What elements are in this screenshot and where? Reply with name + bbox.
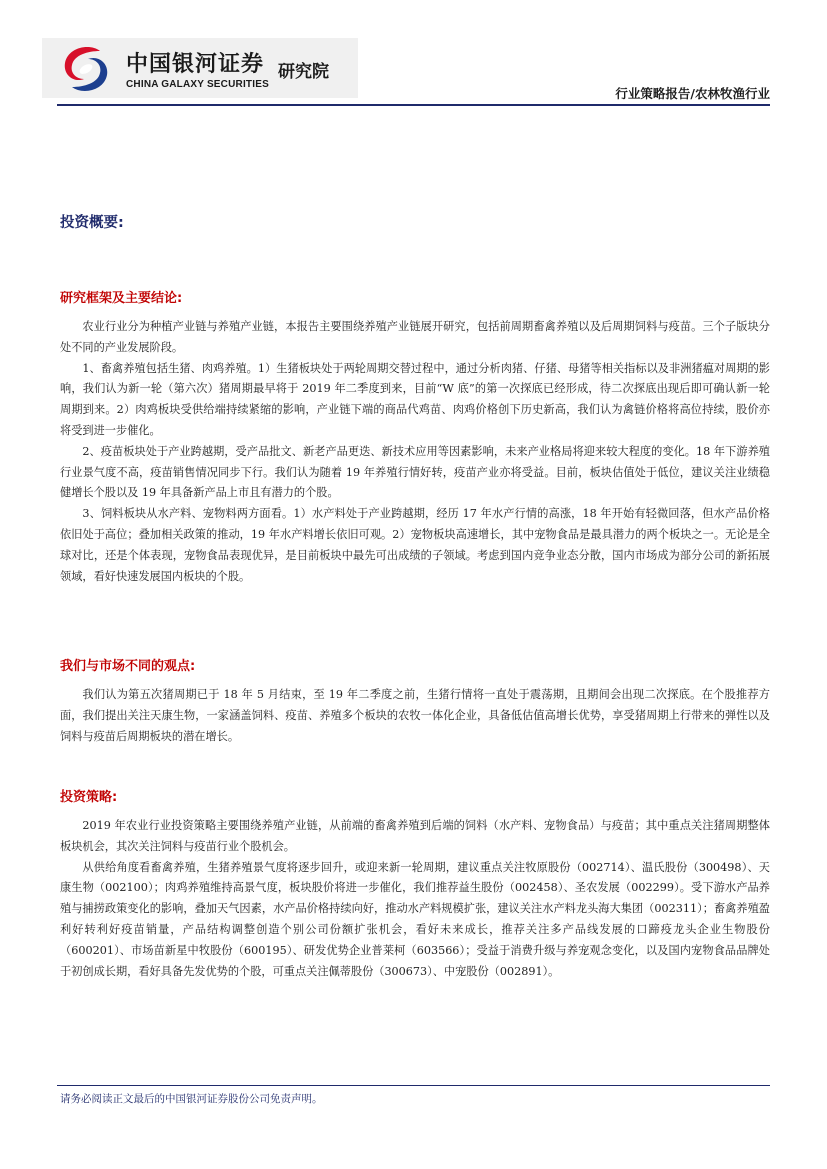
logo-institute-label: 研究院 — [278, 62, 329, 82]
logo-company-name-en: CHINA GALAXY SECURITIES — [126, 79, 269, 90]
paragraph: 2019 年农业行业投资策略主要围绕养殖产业链，从前端的畜禽养殖到后端的饲料（水产料、宠物食品）与疫苗；其中重点关注猪周期整体板块机会，其次关注饲料与疫苗行业个股机会。 — [60, 819, 770, 853]
company-logo — [42, 38, 358, 98]
logo-company-name-cn: 中国银河证券 — [126, 52, 265, 77]
section-body-different-view — [60, 685, 770, 747]
header-divider — [57, 104, 770, 106]
galaxy-logo-icon — [60, 45, 112, 93]
paragraph: 1、畜禽养殖包括生猪、肉鸡养殖。1）生猪板块处于两轮周期交替过程中，通过分析肉猪、仔猪、母猪等相关指标以及非洲猪瘟对周期的影响，我们认为新一轮（第六次）猪周期最早将于 2019 年二季度到来，目前“W 底”的第一次探底已经形成，待二次探底出现后即可确认新一轮周期到来。2）肉鸡板块受供给端持续紧缩的影响，产业链下端的商品代鸡苗、肉鸡价格创下历史新高，我们认为禽链价格将高位持续，股价亦将受到进一步催化。 — [60, 361, 770, 437]
paragraph: 从供给角度看畜禽养殖，生猪养殖景气度将逐步回升，或迎来新一轮周期，建议重点关注牧原股份（002714）、温氏股份（300498）、天康生物（002100）；肉鸡养殖维持高景气度，板块股价将进一步催化，我们推荐益生股份（002458）、圣农发展（002299）。受下游水产品养殖与捕捞政策变化的影响，叠加天气因素，水产品价格持续向好，推动水产料规模扩张，建议关注水产料龙头海大集团（002311）；畜禽养殖盈利好转利好疫苗销量，产品结构调整创造个别公司份额扩张机会，看好未来成长，推荐关注多产品线发展的口蹄疫龙头企业生物股份（600201）、市场苗新星中牧股份（600195）、研发优势企业普莱柯（603566）；受益于消费升级与养宠观念变化，以及国内宠物食品品牌处于初创成长期，看好具备先发优势的个股，可重点关注佩蒂股份（300673）、中宠股份（002891）。 — [60, 860, 770, 978]
paragraph: 2、疫苗板块处于产业跨越期，受产品批文、新老产品更迭、新技术应用等因素影响，未来产业格局将迎来较大程度的变化。18 年下游养殖行业景气度不高，疫苗销售情况同步下行。我们认为随着 19 年养殖行情好转，疫苗产业亦将受益。目前，板块估值处于低位，建议关注业绩稳健增长个股以及 19 年具备新产品上市且有潜力的个股。 — [60, 444, 770, 500]
paragraph: 我们认为第五次猪周期已于 18 年 5 月结束，至 19 年二季度之前，生猪行情将一直处于震荡期，且期间会出现二次探底。在个股推荐方面，我们提出关注天康生物，一家涵盖饲料、疫苗、养殖多个板块的农牧一体化企业，具备低估值高增长优势，享受猪周期上行带来的弹性以及饲料与疫苗后周期板块的潜在增长。 — [60, 688, 770, 743]
footer-divider — [57, 1085, 770, 1086]
section-title-framework: 研究框架及主要结论: — [60, 291, 183, 306]
section-body-framework — [60, 317, 770, 587]
paragraph: 3、饲料板块从水产料、宠物料两方面看。1）水产料处于产业跨越期，经历 17 年水产行情的高涨，18 年开始有轻微回落，但水产品价格依旧处于高位；叠加相关政策的推动，19 年水产料增长依旧可观。2）宠物板块高速增长，其中宠物食品是最具潜力的两个板块之一。无论是全球对比，还是个体表现，宠物食品表现优异，是目前板块中最先可出成绩的子领域。考虑到国内竞争业态分散，国内市场成为部分公司的新拓展领域，看好快速发展国内板块的个股。 — [60, 507, 770, 583]
report-category: 行业策略报告/农林牧渔行业 — [615, 86, 770, 101]
paragraph: 农业行业分为种植产业链与养殖产业链，本报告主要围绕养殖产业链展开研究，包括前周期畜禽养殖以及后周期饲料与疫苗。三个子版块分处不同的产业发展阶段。 — [60, 320, 770, 354]
section-title-strategy: 投资策略: — [60, 790, 118, 805]
overview-heading: 投资概要: — [60, 215, 124, 231]
section-body-strategy — [60, 816, 770, 982]
disclaimer-note: 请务必阅读正文最后的中国银河证券股份公司免责声明。 — [60, 1093, 323, 1105]
section-title-different-view: 我们与市场不同的观点: — [60, 659, 196, 674]
